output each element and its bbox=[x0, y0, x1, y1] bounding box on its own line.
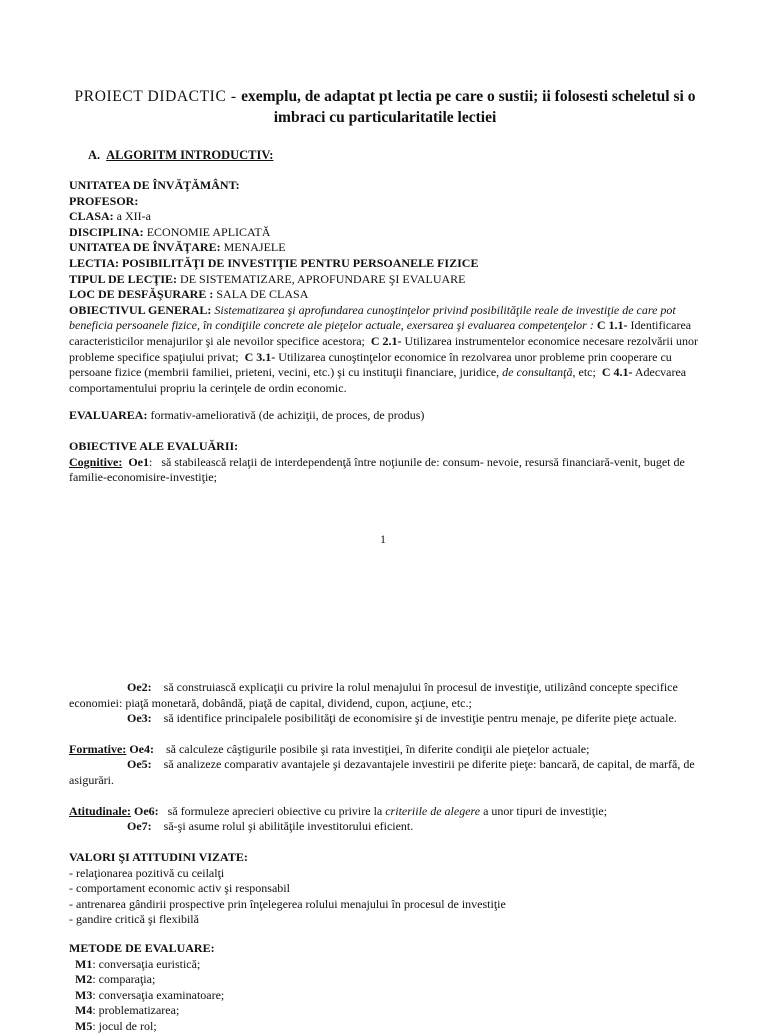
list-item: - gandire critică şi flexibilă bbox=[69, 912, 199, 927]
lesson-info bbox=[69, 178, 699, 396]
metode-evaluare bbox=[69, 941, 694, 1035]
page2-objectives: Oe2: să construiască explicaţii cu privire la rolul menajului în procesul de investiţie, utilizând concepte specifice economiei: piaţă monetară, dobândă, piaţă de capital, dividend, cupon, acţiune, etc.; Oe3: să identifice principalele posibilităţi de economisire şi de investiţie pentru menaje, pe diferite pieţe actuale. Formative: Oe4: să calculeze câştigurile posibile şi rata investiţiei, în diferite condiţii ale pieţelor actuale; Oe5: să analizeze comparativ avantajele şi dezavantajele investirii pe diferite pieţe: bancară, de capital, de marfă, de asigurări. Atitudinale: Oe6: să formuleze aprecieri obiective cu privire la criteriile de alegere a unor tipuri de investiţie; Oe7: să-şi asume rolul şi abilităţile investitorului eficient. bbox=[69, 680, 695, 834]
obiective-heading: OBIECTIVE ALE EVALUĂRII: bbox=[69, 439, 239, 453]
disciplina: DISCIPLINA: ECONOMIE APLICATĂ bbox=[69, 224, 271, 239]
cognitive-label: Cognitive: bbox=[69, 454, 123, 469]
lectia: LECTIA: POSIBILITĂŢI DE INVESTIŢIE PENTRU PERSOANELE FIZICE bbox=[69, 255, 479, 270]
metode-heading: METODE DE EVALUARE: bbox=[69, 941, 215, 955]
title-lead: PROIECT DIDACTIC - bbox=[74, 88, 242, 105]
list-item: M5: jocul de rol; bbox=[75, 1018, 157, 1033]
obiectiv-general: OBIECTIVUL GENERAL: Sistematizarea şi aprofundarea cunoştinţelor privind posibilităţile reale de investiţie de care pot beneficia persoanele fizice, în condiţiile concrete ale pieţelor actuale, exersarea şi evaluarea competenţelor : C 1.1- Identificarea caracteristicilor menajurilor şi ale nevoilor specifice acestora; C 2.1- Utilizarea instrumentelor economice necesare rezolvării unor probleme specifice spaţiului privat; C 3.1- Utilizarea cunoştinţelor economice în rezolvarea unor probleme prin cooperare cu persoane fizice (membrii familiei, prieteni, vecini, etc.) şi cu instituţii financiare, juridice, de consultanţă, etc; C 4.1- Adecvarea comportamentului propriu la cerinţele de ordin economic. bbox=[69, 302, 699, 395]
list-item: M4: problematizarea; bbox=[75, 1003, 180, 1018]
title-rest: exemplu, de adaptat pt lectia pe care o sustii; ii folosesti scheletul si o bbox=[241, 88, 696, 105]
list-item: M1: conversaţia euristică; bbox=[75, 956, 201, 971]
clasa: CLASA: a XII-a bbox=[69, 209, 151, 224]
tipul-lectie: TIPUL DE LECŢIE: DE SISTEMATIZARE, APROFUNDARE ŞI EVALUARE bbox=[69, 271, 466, 286]
formative-label: Formative: bbox=[69, 741, 127, 756]
obiective-evaluare: OBIECTIVE ALE EVALUĂRII: Cognitive: Oe1: să stabilească relaţii de interdependenţă între noţiunile de: consum- nevoie, resursă financiară-venit, buget de familie-economisire-investiţie; bbox=[69, 439, 694, 486]
list-item: - comportament economic activ şi responsabil bbox=[69, 881, 290, 896]
valori-heading: VALORI ŞI ATITUDINI VIZATE: bbox=[69, 850, 248, 864]
section-a-heading: A. ALGORITM INTRODUCTIV: bbox=[88, 148, 274, 162]
unitate-invatamant: UNITATEA DE ÎNVĂŢĂMÂNT: bbox=[69, 178, 240, 192]
page-number: 1 bbox=[380, 532, 386, 546]
list-item: M2: comparaţia; bbox=[75, 972, 156, 987]
list-item: M3: conversaţia examinatoare; bbox=[75, 987, 225, 1002]
profesor: PROFESOR: bbox=[69, 193, 139, 208]
valori-atitudini bbox=[69, 850, 694, 928]
document-title bbox=[60, 86, 710, 128]
list-item: - antrenarea gândirii prospective prin înţelegerea rolului menajului în procesul de investiţie bbox=[69, 896, 506, 911]
title-line2: imbraci cu particularitatile lectiei bbox=[273, 109, 497, 126]
list-item: - relaţionarea pozitivă cu ceilalţi bbox=[69, 865, 225, 880]
evaluarea: EVALUAREA: formativ-ameliorativă (de achiziţii, de proces, de produs) bbox=[69, 408, 425, 422]
atitudinale-label: Atitudinale: bbox=[69, 803, 132, 818]
unitate-invatare: UNITATEA DE ÎNVĂŢARE: MENAJELE bbox=[69, 240, 286, 255]
loc-desfasurare: LOC DE DESFĂŞURARE : SALA DE CLASA bbox=[69, 287, 309, 302]
